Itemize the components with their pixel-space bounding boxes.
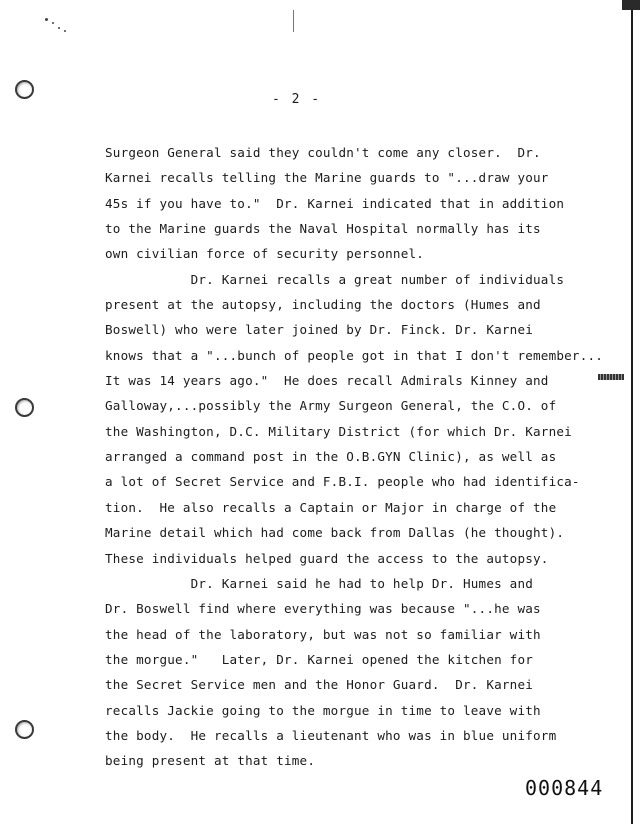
scan-mark-top (293, 10, 294, 32)
scan-speck (58, 27, 60, 29)
text-line: It was 14 years ago." He does recall Admirals Kinney and (105, 373, 549, 389)
text-line: Marine detail which had come back from Dallas (he thought). (105, 525, 565, 541)
text-line: Dr. Boswell find where everything was because "...he was (105, 601, 541, 617)
text-line: These individuals helped guard the access to the autopsy. (105, 550, 549, 566)
scan-edge-right (631, 0, 633, 824)
text-line: Dr. Karnei recalls a great number of individuals (105, 271, 565, 287)
text-line: Dr. Karnei said he had to help Dr. Humes and (105, 575, 534, 591)
text-line: being present at that time. (105, 753, 316, 769)
punch-hole-icon (15, 80, 34, 99)
document-id-stamp: 000844 (525, 776, 604, 800)
text-line: a lot of Secret Service and F.B.I. people who had identifica- (105, 474, 580, 490)
page-number: - 2 - (272, 92, 322, 107)
text-line: knows that a "...bunch of people got in that I don't remember... (105, 347, 604, 363)
text-line: the morgue." Later, Dr. Karnei opened the kitchen for (105, 651, 534, 667)
text-line: Karnei recalls telling the Marine guards to "...draw your (105, 170, 549, 186)
scan-speck (64, 30, 66, 32)
text-line: Surgeon General said they couldn't come any closer. Dr. (105, 145, 541, 160)
scan-speck (45, 18, 48, 21)
text-line: Boswell) who were later joined by Dr. Finck. Dr. Karnei (105, 322, 534, 338)
scan-edge-top (622, 0, 640, 10)
text-line: own civilian force of security personnel. (105, 246, 425, 262)
text-line: 45s if you have to." Dr. Karnei indicated that in addition (105, 195, 565, 211)
body-text (105, 140, 604, 774)
scan-speck (52, 22, 54, 24)
text-line: present at the autopsy, including the doctors (Humes and (105, 297, 541, 313)
text-line: arranged a command post in the O.B.GYN Clinic), as well as (105, 449, 557, 465)
text-line: tion. He also recalls a Captain or Major in charge of the (105, 499, 557, 515)
text-line: Galloway,...possibly the Army Surgeon General, the C.O. of (105, 398, 557, 414)
punch-hole-icon (15, 720, 34, 739)
margin-redaction-mark (598, 374, 624, 380)
text-line: the Washington, D.C. Military District (for which Dr. Karnei (105, 423, 572, 439)
text-line: the head of the laboratory, but was not so familiar with (105, 626, 541, 642)
text-line: to the Marine guards the Naval Hospital normally has its (105, 221, 541, 237)
punch-hole-icon (15, 398, 34, 417)
text-line: the body. He recalls a lieutenant who was in blue uniform (105, 727, 557, 743)
text-line: the Secret Service men and the Honor Guard. Dr. Karnei (105, 677, 534, 693)
text-line: recalls Jackie going to the morgue in time to leave with (105, 702, 541, 718)
